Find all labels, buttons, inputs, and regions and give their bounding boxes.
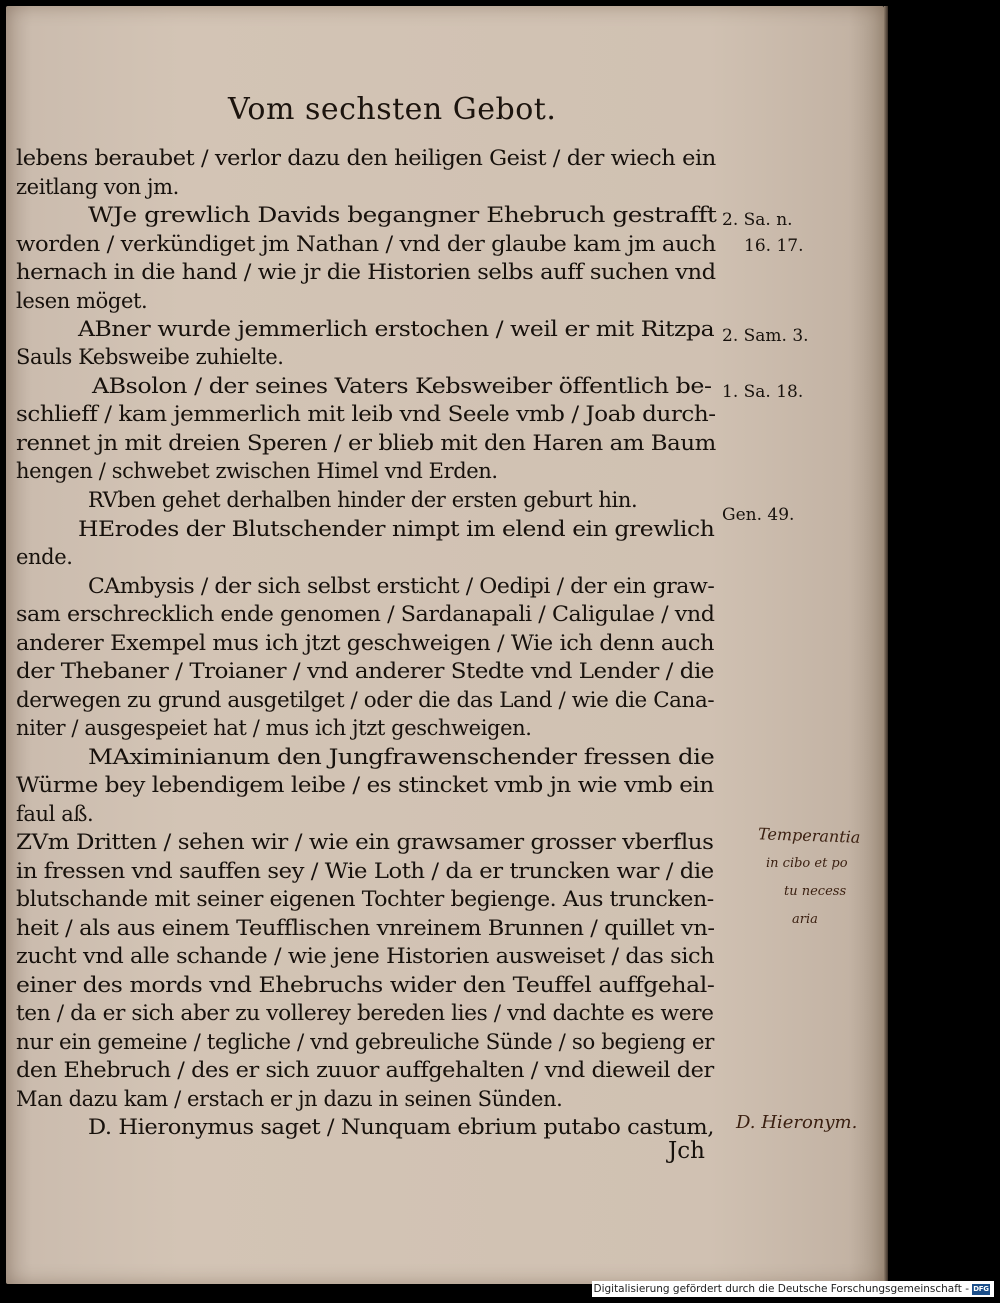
running-header: Vom sechsten Gebot. [228, 92, 557, 127]
margin-note: 1. Sa. 18. [722, 382, 804, 402]
text-line: lebens beraubet / verlor dazu den heiligen Geist / der wiech ein [16, 146, 716, 170]
text-line: ABsolon / der seines Vaters Kebsweiber öffentlich be- [92, 374, 712, 398]
margin-note: 16. 17. [744, 236, 804, 256]
text-line: ende. [16, 545, 73, 569]
text-line: heit / als aus einem Teufflischen vnreinem Brunnen / quillet vn- [16, 916, 715, 940]
text-line: hernach in die hand / wie jr die Historien selbs auff suchen vnd [16, 260, 716, 284]
text-line: blutschande mit seiner eigenen Tochter begienge. Aus truncken- [16, 887, 714, 911]
text-line: Man dazu kam / erstach er jn dazu in seinen Sünden. [16, 1087, 563, 1111]
text-line: schlieff / kam jemmerlich mit leib vnd Seele vmb / Joab durch- [16, 402, 716, 426]
text-line: nur ein gemeine / tegliche / vnd gebreuliche Sünde / so begieng er [16, 1030, 714, 1054]
text-line: lesen möget. [16, 289, 148, 313]
handwritten-note: Temperantia [757, 824, 861, 847]
text-line: worden / verkündiget jm Nathan / vnd der glaube kam jm auch [16, 232, 716, 256]
text-line: niter / ausgespeiet hat / mus ich jtzt geschweigen. [16, 716, 532, 740]
text-line: rennet jn mit dreien Speren / er blieb mit den Haren am Baum [16, 431, 716, 455]
text-line: derwegen zu grund ausgetilget / oder die das Land / wie die Cana- [16, 688, 715, 712]
text-line: zeitlang von jm. [16, 175, 179, 199]
handwritten-note: aria [792, 912, 818, 927]
catchword: Jch [668, 1138, 705, 1164]
text-line: ten / da er sich aber zu vollerey bereden lies / vnd dachte es were [16, 1001, 714, 1025]
text-line: in fressen vnd sauffen sey / Wie Loth / da er truncken war / die [16, 859, 714, 883]
text-line: MAximinianum den Jungfrawenschender fressen die [88, 745, 715, 769]
footer-bar [592, 1281, 994, 1297]
text-line: RVben gehet derhalben hinder der ersten geburt hin. [88, 488, 638, 512]
text-line: hengen / schwebet zwischen Himel vnd Erden. [16, 459, 498, 483]
text-line: einer des mords vnd Ehebruchs wider den Teuffel auffgehal- [16, 973, 715, 997]
text-line: faul aß. [16, 802, 94, 826]
text-line: Würme bey lebendigem leibe / es stincket vmb jn wie vmb ein [16, 773, 714, 797]
page-edge [884, 6, 888, 1284]
text-line: den Ehebruch / des er sich zuuor auffgehalten / vnd dieweil der [16, 1058, 714, 1082]
margin-note: 2. Sa. n. [722, 210, 793, 230]
margin-note: 2. Sam. 3. [722, 326, 809, 346]
text-line: anderer Exempel mus ich jtzt geschweigen / Wie ich denn auch [16, 631, 715, 655]
text-line: HErodes der Blutschender nimpt im elend ein grewlich [78, 517, 715, 541]
text-line: sam erschrecklich ende genomen / Sardanapali / Caligulae / vnd [16, 602, 715, 626]
handwritten-note: tu necess [784, 884, 847, 899]
text-line: D. Hieronymus saget / Nunquam ebrium putabo castum, [88, 1115, 715, 1139]
text-line: ZVm Dritten / sehen wir / wie ein grawsamer grosser vberflus [16, 830, 714, 854]
footer-credit: Digitalisierung gefördert durch die Deutsche Forschungsgemeinschaft - [593, 1283, 969, 1295]
text-line: zucht vnd alle schande / wie jene Historien ausweiset / das sich [16, 944, 715, 968]
handwritten-note: in cibo et po [766, 856, 848, 871]
margin-note: Gen. 49. [722, 505, 795, 525]
text-line: der Thebaner / Troianer / vnd anderer Stedte vnd Lender / die [16, 659, 715, 683]
handwritten-note: D. Hieronym. [736, 1112, 858, 1133]
text-line: CAmbysis / der sich selbst ersticht / Oedipi / der ein graw- [88, 574, 715, 598]
text-line: Sauls Kebsweibe zuhielte. [16, 345, 284, 369]
text-line: WJe grewlich Davids begangner Ehebruch gestrafft [88, 203, 717, 227]
text-line: ABner wurde jemmerlich erstochen / weil er mit Ritzpa [78, 317, 715, 341]
dfg-logo: DFG [973, 1285, 989, 1293]
